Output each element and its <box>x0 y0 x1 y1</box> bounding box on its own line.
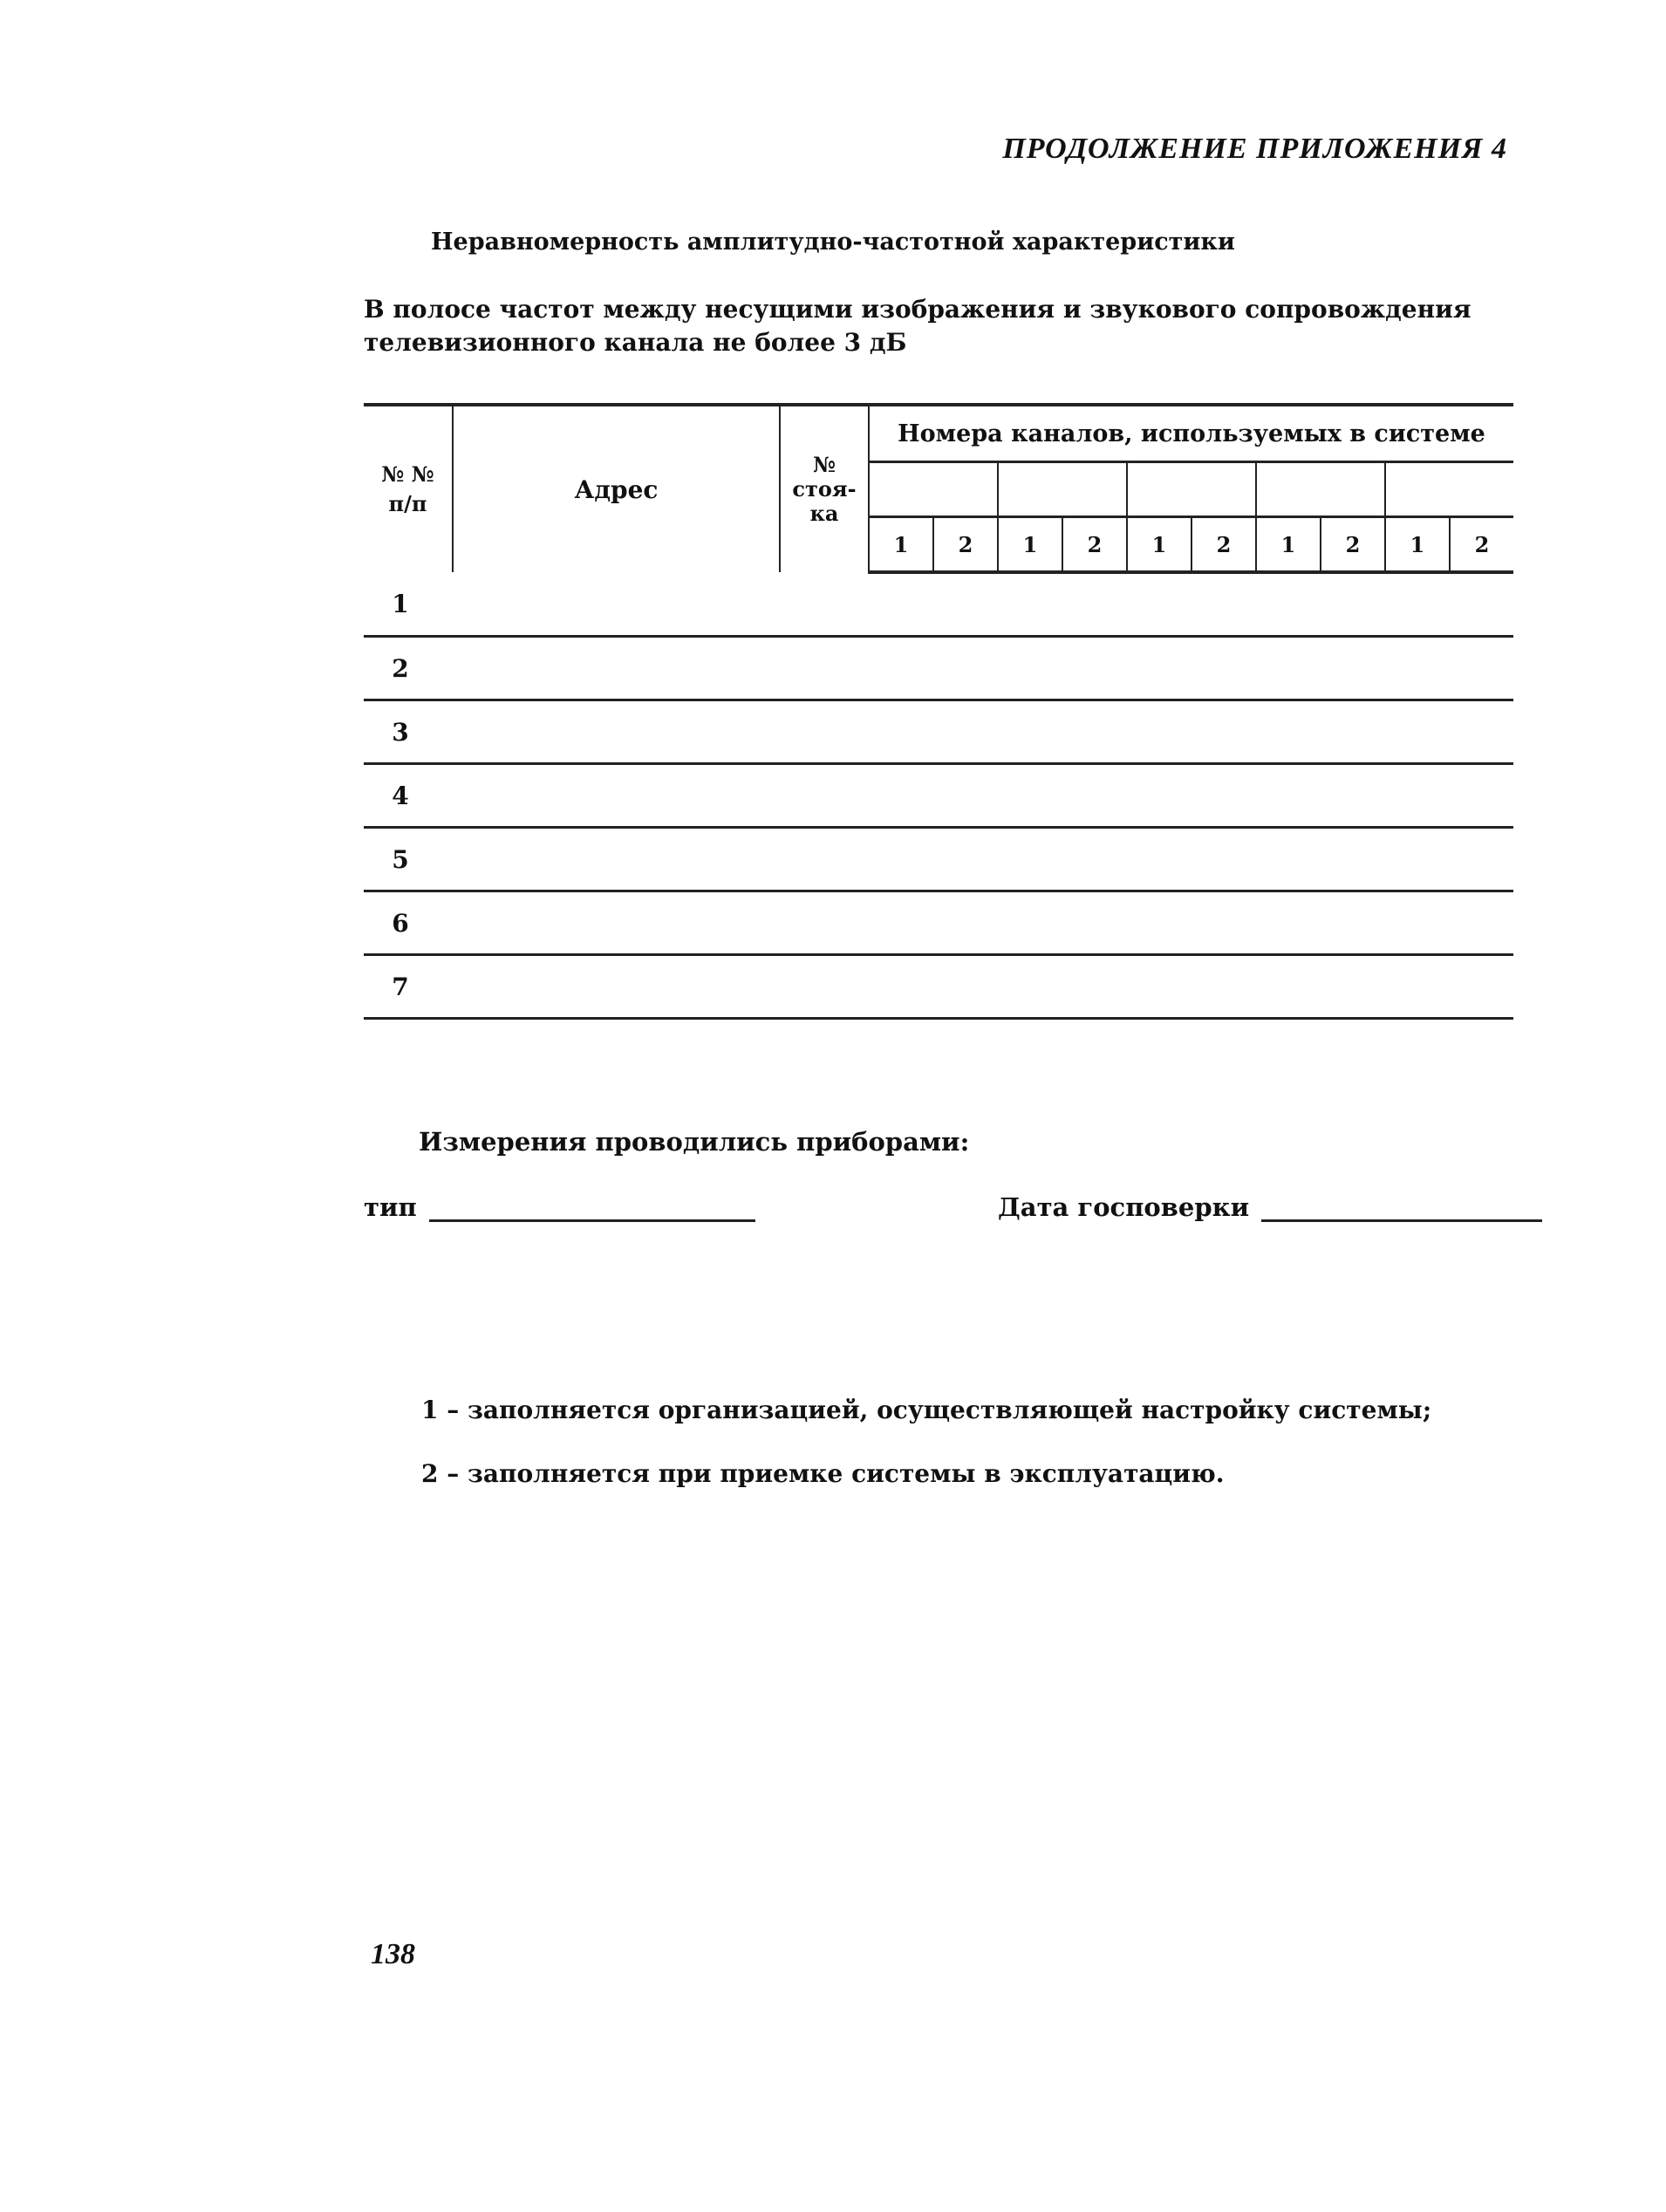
footnote-1: 1 – заполняется организацией, осуществляющей настройку системы; <box>421 1396 1432 1424</box>
table-row <box>364 572 1513 637</box>
row-blank <box>453 637 1513 700</box>
type-label: тип <box>364 1192 417 1222</box>
table-row <box>364 828 1513 891</box>
row-blank <box>453 891 1513 955</box>
header-row-number-line1: № № <box>381 461 434 487</box>
header-address: Адрес <box>453 405 780 572</box>
table-body <box>364 572 1513 1019</box>
row-blank <box>453 572 1513 637</box>
measured-by-label: Измерения проводились приборами: <box>419 1127 970 1157</box>
row-blank <box>453 764 1513 828</box>
table-row <box>364 637 1513 700</box>
channel-sub-label: 1 <box>1256 517 1321 573</box>
row-blank <box>453 700 1513 764</box>
header-row-number <box>364 405 453 572</box>
continuation-header: ПРОДОЛЖЕНИЕ ПРИЛОЖЕНИЯ 4 <box>1002 133 1507 165</box>
header-stand-line3: ка <box>809 501 839 526</box>
header-row-number-line2: п/п <box>388 491 427 516</box>
table-row <box>364 700 1513 764</box>
row-blank <box>453 955 1513 1019</box>
verification-date-label: Дата госповерки <box>998 1192 1250 1222</box>
channel-sub-label: 2 <box>1062 517 1127 573</box>
channel-sub-label: 2 <box>933 517 998 573</box>
channel-sub-label: 2 <box>1321 517 1385 573</box>
channel-sub-label: 1 <box>869 517 933 573</box>
header-stand-line2: стоя- <box>792 476 857 502</box>
channel-group <box>1127 462 1256 517</box>
row-number: 3 <box>364 700 453 764</box>
table-row <box>364 955 1513 1019</box>
row-number: 1 <box>364 572 453 637</box>
channel-sub-label: 1 <box>1127 517 1191 573</box>
row-blank <box>453 828 1513 891</box>
row-number: 7 <box>364 955 453 1019</box>
channel-group <box>1385 462 1513 517</box>
page-number: 138 <box>371 1938 415 1970</box>
channel-sub-label: 1 <box>998 517 1062 573</box>
channel-group <box>998 462 1127 517</box>
table-row <box>364 764 1513 828</box>
footnote-2: 2 – заполняется при приемке системы в эксплуатацию. <box>421 1459 1225 1488</box>
type-field <box>364 1192 755 1222</box>
channel-group <box>1256 462 1385 517</box>
row-number: 4 <box>364 764 453 828</box>
intro-text: В полосе частот между несущими изображения и звукового сопровождения телевизионного канала не более 3 дБ <box>364 295 1471 357</box>
type-blank-line[interactable] <box>429 1193 755 1222</box>
channel-sub-label: 2 <box>1191 517 1256 573</box>
header-stand <box>780 405 869 572</box>
channel-sub-label: 1 <box>1385 517 1450 573</box>
channel-group <box>869 462 998 517</box>
row-number: 5 <box>364 828 453 891</box>
row-number: 6 <box>364 891 453 955</box>
header-channels: Номера каналов, используемых в системе <box>869 405 1513 462</box>
channel-sub-label: 2 <box>1450 517 1513 573</box>
row-number: 2 <box>364 637 453 700</box>
table-header <box>364 405 1513 572</box>
measurement-table <box>364 403 1513 1020</box>
header-stand-line1: № <box>812 452 836 477</box>
verification-date-field <box>998 1192 1542 1222</box>
section-title: Неравномерность амплитудно-частотной характеристики <box>431 229 1235 256</box>
verification-date-blank-line[interactable] <box>1261 1193 1542 1222</box>
table-row <box>364 891 1513 955</box>
